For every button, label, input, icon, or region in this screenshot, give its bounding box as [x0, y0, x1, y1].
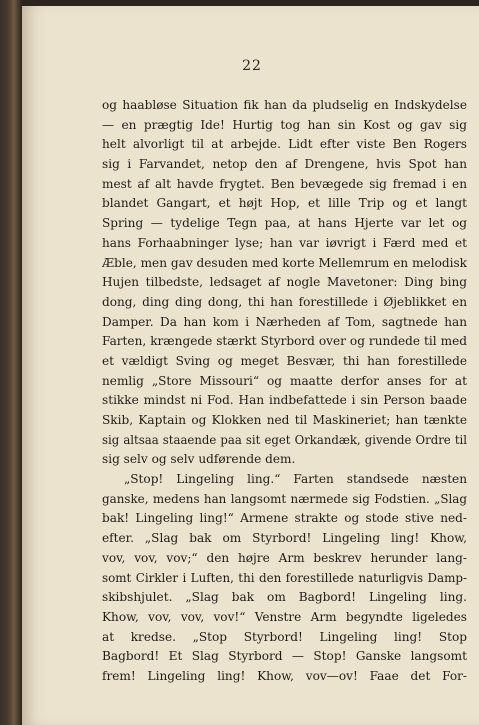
- text-line: stikke mindst ni Fod. Han indbefattede i sin Person baade: [102, 393, 467, 408]
- text-line: Skib, Kaptain og Klokken ned til Maskineriet; han tænkte: [102, 413, 467, 427]
- text-line: sig i Farvandet, netop den af Drengene, hvis Spot han: [102, 157, 467, 172]
- text-line: helt alvorligt til at arbejde. Lidt efter viste Ben Rogers: [102, 137, 467, 152]
- text-line: — en prægtig Ide! Hurtig tog han sin Kost og gav sig: [102, 117, 467, 132]
- text-line: sig selv og selv udførende dem.: [102, 452, 296, 467]
- text-line: sig altsaa staaende paa sit eget Orkandæk, givende Ordre til: [102, 432, 467, 447]
- text-line: Farten, krængede stærkt Styrbord over og rundede til med: [102, 334, 467, 349]
- book-page: [22, 6, 479, 725]
- page-number: 22: [242, 58, 262, 74]
- text-line: ganske, medens han langsomt nærmede sig Fodstien. „Slag: [102, 491, 467, 506]
- text-line: somt Cirkler i Luften, thi den forestillede naturligvis Damp-: [102, 570, 467, 585]
- text-line: dong, ding ding dong, thi han forestillede i Øjeblikket en: [102, 294, 467, 309]
- text-line: blandet Gangart, et højt Hop, et lille Trip og et langt: [102, 196, 467, 211]
- body-text: [102, 96, 467, 687]
- text-line: nemlig „Store Missouri“ og maatte derfor anses for at: [102, 373, 467, 388]
- text-line: et vældigt Sving og meget Besvær, thi han forestillede: [102, 353, 467, 368]
- text-line: frem! Lingeling ling! Khow, vov—ov! Faae det For-: [102, 668, 467, 683]
- text-line: Damper. Da han kom i Nærheden af Tom, sagtnede han: [102, 314, 467, 329]
- text-line: „Stop! Lingeling ling.“ Farten standsede næsten: [124, 472, 467, 487]
- text-line: mest af alt havde frygtet. Ben bevægede sig fremad i en: [102, 176, 467, 191]
- text-line: efter. „Slag bak om Styrbord! Lingeling ling! Khow,: [102, 531, 467, 546]
- text-line: Khow, vov, vov, vov!“ Venstre Arm begyndte ligeledes: [102, 609, 467, 624]
- text-line: Spring — tydelige Tegn paa, at hans Hjerte var let og: [102, 216, 467, 231]
- text-line: Bagbord! Et Slag Styrbord — Stop! Ganske langsomt: [102, 649, 467, 664]
- text-line: og haabløse Situation fik han da pludselig en Indskydelse: [102, 98, 467, 112]
- text-line: bak! Lingeling ling!“ Armene strakte og stode stive ned-: [102, 511, 467, 526]
- text-line: Hujen tilbedste, ledsaget af nogle Mavetoner: Ding bing: [102, 275, 467, 290]
- text-line: Æble, men gav desuden med korte Mellemrum en melodisk: [102, 255, 467, 270]
- text-line: vov, vov, vov;“ den højre Arm beskrev herunder lang-: [102, 550, 467, 565]
- text-line: hans Forhaabninger lyse; han var iøvrigt i Færd med et: [102, 235, 467, 250]
- text-line: at kredse. „Stop Styrbord! Lingeling ling! Stop: [102, 629, 467, 644]
- text-line: skibshjulet. „Slag bak om Bagbord! Lingeling ling.: [102, 590, 467, 605]
